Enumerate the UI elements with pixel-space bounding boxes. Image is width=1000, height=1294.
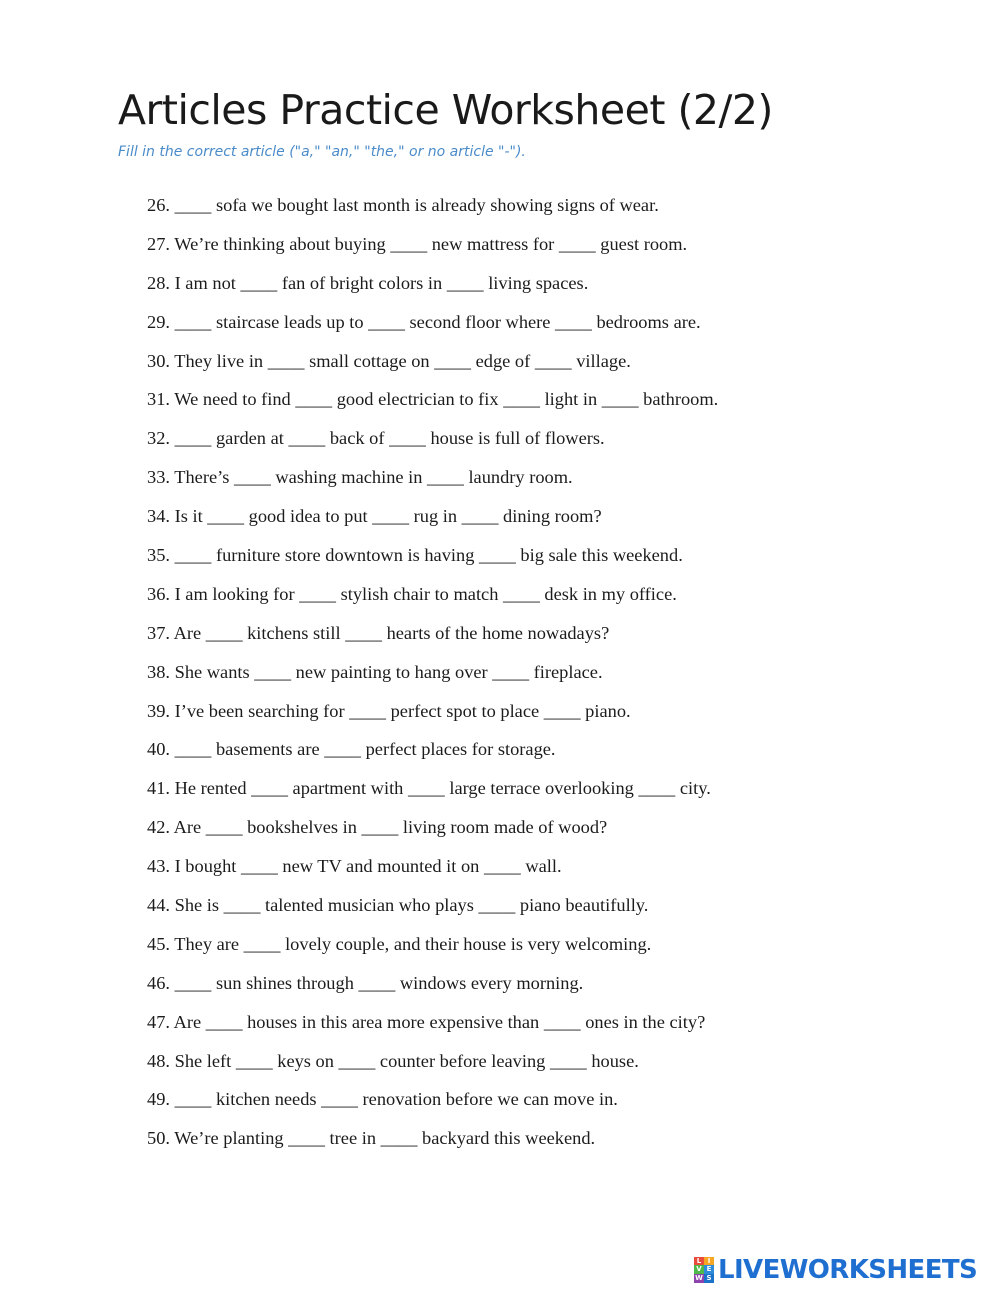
question-35: 35. ____ furniture store downtown is having ____ big sale this weekend. <box>147 545 683 566</box>
question-41: 41. He rented ____ apartment with ____ large terrace overlooking ____ city. <box>147 778 711 799</box>
question-32: 32. ____ garden at ____ back of ____ house is full of flowers. <box>147 428 605 449</box>
question-31: 31. We need to find ____ good electrician to fix ____ light in ____ bathroom. <box>147 389 719 410</box>
question-38: 38. She wants ____ new painting to hang over ____ fireplace. <box>147 661 603 682</box>
logo-mark-letter: V <box>694 1265 704 1274</box>
liveworksheets-logo[interactable] <box>694 1255 977 1285</box>
question-43: 43. I bought ____ new TV and mounted it on ____ wall. <box>147 856 562 877</box>
question-50: 50. We’re planting ____ tree in ____ backyard this weekend. <box>147 1128 596 1149</box>
question-47: 47. Are ____ houses in this area more expensive than ____ ones in the city? <box>147 1011 706 1032</box>
page-title: Articles Practice Worksheet (2/2) <box>118 86 773 134</box>
question-46: 46. ____ sun shines through ____ windows every morning. <box>147 972 584 993</box>
question-26: 26. ____ sofa we bought last month is already showing signs of wear. <box>147 195 659 215</box>
logo-mark-letter: L <box>694 1257 704 1265</box>
instructions: Fill in the correct article ("a," "an," "the," or no article "-"). <box>118 144 526 160</box>
question-42: 42. Are ____ bookshelves in ____ living room made of wood? <box>147 817 608 838</box>
logo-mark-letter: I <box>704 1257 714 1265</box>
question-39: 39. I’ve been searching for ____ perfect spot to place ____ piano. <box>147 700 631 721</box>
logo-mark-letter: S <box>704 1274 714 1283</box>
logo-text: LIVEWORKSHEETS <box>718 1255 978 1285</box>
question-34: 34. Is it ____ good idea to put ____ rug in ____ dining room? <box>147 506 602 527</box>
question-30: 30. They live in ____ small cottage on ____ edge of ____ village. <box>147 350 631 371</box>
question-36: 36. I am looking for ____ stylish chair to match ____ desk in my office. <box>147 583 677 604</box>
logo-mark-letter: W <box>695 1274 703 1282</box>
question-27: 27. We’re thinking about buying ____ new mattress for ____ guest room. <box>147 233 688 254</box>
question-49: 49. ____ kitchen needs ____ renovation before we can move in. <box>147 1089 618 1110</box>
question-33: 33. There’s ____ washing machine in ____ laundry room. <box>147 467 573 488</box>
question-40: 40. ____ basements are ____ perfect places for storage. <box>147 739 556 760</box>
question-28: 28. I am not ____ fan of bright colors in ____ living spaces. <box>147 272 589 293</box>
question-list <box>147 192 718 1164</box>
question-29: 29. ____ staircase leads up to ____ second floor where ____ bedrooms are. <box>147 311 701 332</box>
question-45: 45. They are ____ lovely couple, and their house is very welcoming. <box>147 933 652 954</box>
logo-mark-letter: E <box>704 1265 714 1274</box>
question-48: 48. She left ____ keys on ____ counter before leaving ____ house. <box>147 1050 639 1071</box>
question-37: 37. Are ____ kitchens still ____ hearts of the home nowadays? <box>147 622 610 643</box>
liveworksheets-logo-icon <box>694 1257 714 1283</box>
question-44: 44. She is ____ talented musician who plays ____ piano beautifully. <box>147 895 649 916</box>
